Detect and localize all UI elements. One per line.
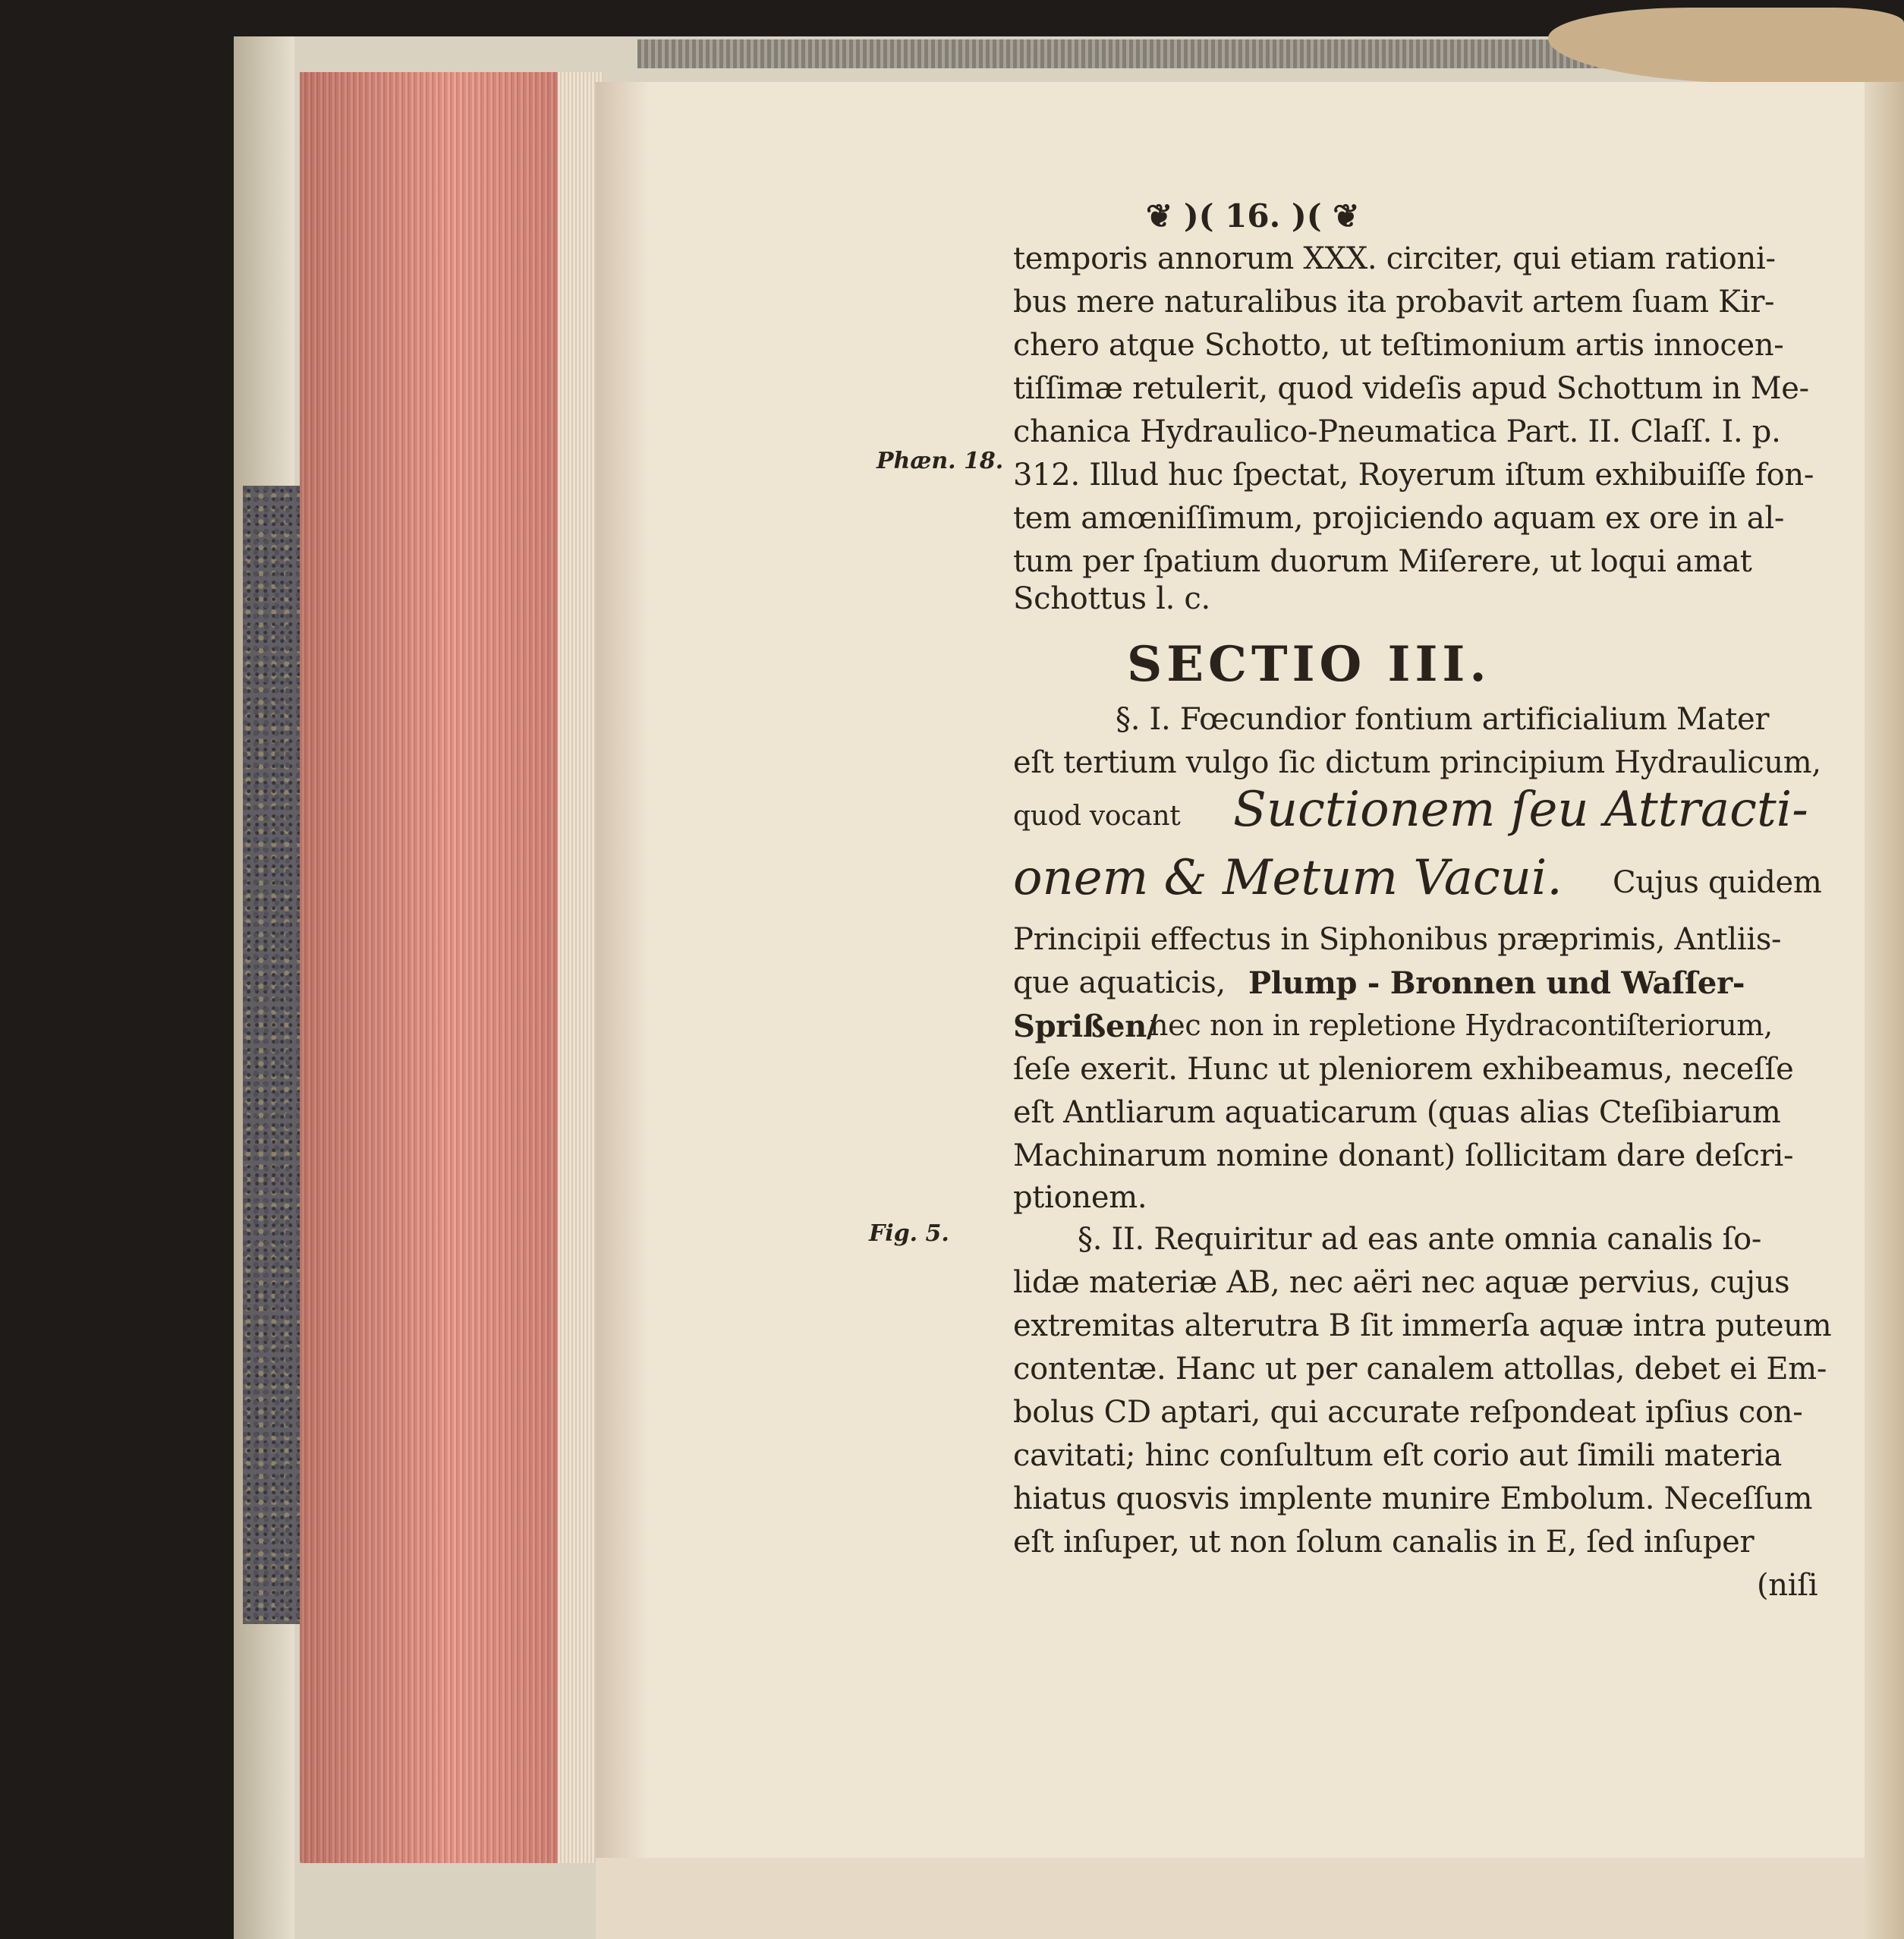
fraktur-line: Sprißen/ [1013,1009,1158,1044]
emphasis-line: onem & Metum Vacui. [1013,850,1563,906]
text-line: lidæ materiæ AB, nec aëri nec aquæ pervius, cujus [1013,1265,1790,1300]
text-line: eſt inſuper, ut non ſolum canalis in E, ſed inſuper [1013,1525,1755,1560]
text-line: Principii effectus in Siphonibus præprimis, Antliis- [1013,922,1782,957]
text-line: Schottus l. c. [1013,581,1210,616]
text-line: chanica Hydraulico-Pneumatica Part. II. Claſſ. I. p. [1013,414,1781,449]
right-page-edge [1865,82,1904,1939]
text-line: bolus CD aptari, qui accurate reſpondeat ipſius con- [1013,1395,1803,1430]
text-line: eſt tertium vulgo ſic dictum principium Hydraulicum, [1013,745,1821,780]
margin-note-fig: Fig. 5. [869,1220,949,1247]
text-line: que aquaticis, [1013,965,1226,1000]
text-line: temporis annorum XXX. circiter, qui etiam rationi- [1013,241,1776,276]
catchword: (niſi [1757,1568,1818,1603]
marbled-paper [243,486,300,1624]
text-line: eſt Antliarum aquaticarum (quas alias Cteſibiarum [1013,1095,1781,1130]
text-line: quod vocant [1013,801,1181,832]
margin-note-phaen: Phæn. 18. [876,448,1004,474]
text-line: chero atque Schotto, ut teſtimonium artis innocen- [1013,328,1784,363]
text-line: tiſſimæ retulerit, quod videſis apud Schottum in Me- [1013,371,1809,406]
bottom-page-edge [596,1858,1865,1939]
text-line: §. II. Requiritur ad eas ante omnia canalis ſo- [1078,1222,1762,1257]
text-line: Cujus quidem [1613,865,1822,900]
section-title: SECTIO III. [1127,636,1491,693]
text-line: Machinarum nomine donant) ſollicitam dare deſcri- [1013,1138,1794,1173]
text-line: bus mere naturalibus ita probavit artem ſuam Kir- [1013,285,1775,319]
page-header: ❦ )( 16. )( ❦ [1146,197,1360,235]
text-line: §. I. Fœcundior fontium artificialium Mater [1116,702,1770,737]
text-line: hiatus quosvis implente munire Embolum. Neceſſum [1013,1481,1813,1516]
fraktur-line: Plump - Bronnen und Waſſer- [1248,965,1745,1001]
emphasis-line: Suctionem ſeu Attracti- [1233,782,1808,838]
text-line: extremitas alterutra B ſit immerſa aquæ intra puteum [1013,1308,1832,1343]
page-gutter [596,82,649,1858]
text-line: cavitati; hinc conſultum eſt corio aut ſimili materia [1013,1438,1783,1473]
text-line: nec non in repletione Hydracontiſteriorum, [1150,1009,1773,1042]
text-line: contentæ. Hanc ut per canalem attollas, debet ei Em- [1013,1352,1827,1387]
text-line: ſeſe exerit. Hunc ut pleniorem exhibeamus, neceſſe [1013,1052,1794,1087]
page-edge-shading [300,72,558,1863]
text-line: tem amœniſſimum, projiciendo aquam ex ore in al- [1013,501,1785,536]
text-line: 312. Illud huc ſpectat, Royerum iſtum exhibuiſſe fon- [1013,458,1814,493]
text-line: tum per ſpatium duorum Miſerere, ut loqui amat [1013,544,1752,579]
text-line: ptionem. [1013,1180,1147,1215]
